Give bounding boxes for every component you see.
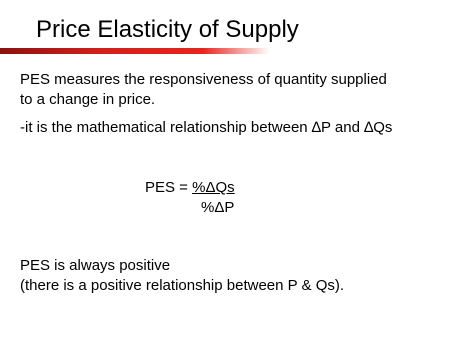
pes-formula: [145, 178, 235, 198]
relationship-line: -it is the mathematical relationship between ∆P and ∆Qs: [20, 119, 393, 136]
formula-numerator: %ΔQs: [192, 179, 235, 196]
note-line-2: (there is a positive relationship between P & Qs).: [20, 277, 345, 294]
slide-title: Price Elasticity of Supply: [36, 16, 299, 43]
definition-line-2: to a change in price.: [20, 91, 156, 108]
title-underline-bar: [0, 48, 270, 54]
note-line-1: PES is always positive: [20, 257, 171, 274]
formula-lhs: PES =: [145, 179, 193, 196]
definition-line-1: PES measures the responsiveness of quantity supplied: [20, 71, 387, 88]
formula-denominator: %ΔP: [201, 199, 235, 216]
